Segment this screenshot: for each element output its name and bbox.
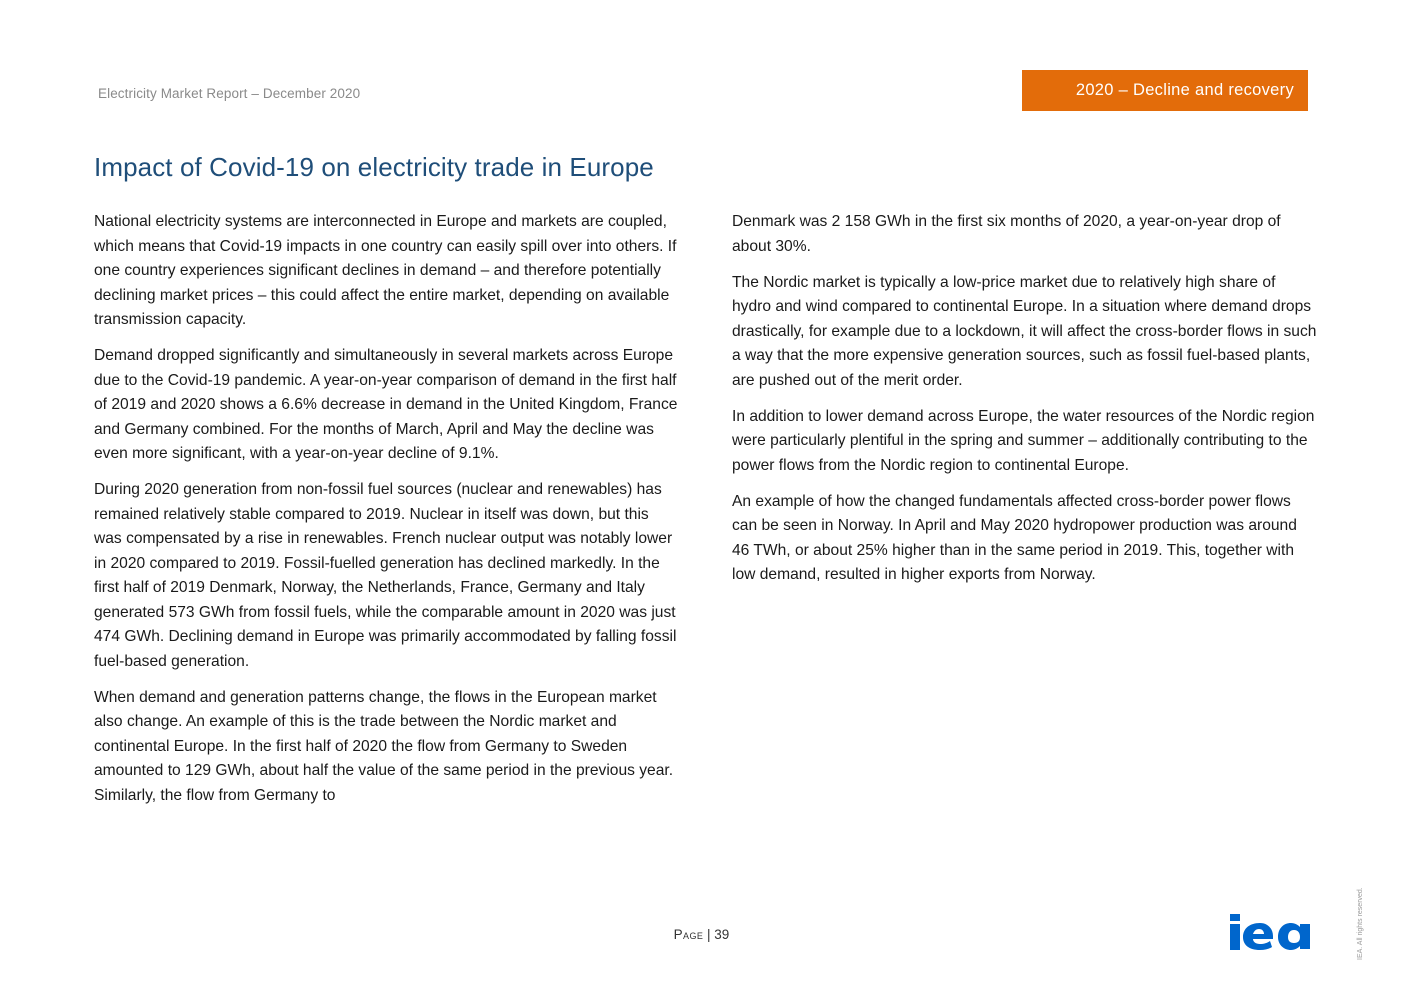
paragraph: When demand and generation patterns change, the flows in the European market also change. An example of this is the trade between the Nordic market and continental Europe. In the first half of 2020 the flow from Germany to Sweden amounted to 129 GWh, about half the value of the same period in the previous year. Similarly, the flow from Germany to (94, 688, 674, 804)
left-column (94, 210, 679, 820)
paragraph: In addition to lower demand across Europe, the water resources of the Nordic region were particularly plentiful in the spring and summer – additionally contributing to the power flows from the Nordic region to continental Europe. (732, 407, 1315, 474)
iea-logo-icon (1229, 914, 1311, 950)
paragraph: Denmark was 2 158 GWh in the first six months of 2020, a year-on-year drop of about 30%. (732, 213, 1281, 255)
paragraph: The Nordic market is typically a low-price market due to relatively high share of hydro and wind compared to continental Europe. In a situation where demand drops drastically, for example due to a lockdown, it will affect the cross-border flows in such a way that the more expensive generation sources, such as fossil fuel-based plants, are pushed out of the merit order. (732, 273, 1317, 389)
page-title: Impact of Covid-19 on electricity trade in Europe (94, 152, 654, 182)
page-separator: | (703, 927, 715, 942)
paragraph: During 2020 generation from non-fossil fuel sources (nuclear and renewables) has remained relatively stable compared to 2019. Nuclear in itself was down, but this was compensated by a rise in renewables. French nuclear output was notably lower in 2020 compared to 2019. Fossil-fuelled generation has declined markedly. In the first half of 2019 Denmark, Norway, the Netherlands, France, Germany and Italy generated 573 GWh from fossil fuels, while the comparable amount in 2020 was just 474 GWh. Declining demand in Europe was primarily accommodated by falling fossil fuel-based generation. (94, 481, 677, 670)
paragraph: An example of how the changed fundamentals affected cross-border power flows can be seen in Norway. In April and May 2020 hydropower production was around 46 TWh, or about 25% higher than in the same period in 2019. This, together with low demand, resulted in higher exports from Norway. (732, 492, 1297, 583)
rights-text: IEA. All rights reserved. (1357, 887, 1364, 960)
page-number-value: 39 (714, 927, 730, 942)
report-title: Electricity Market Report – December 2020 (98, 86, 361, 101)
page-label: Page (673, 927, 704, 942)
paragraph: Demand dropped significantly and simultaneously in several markets across Europe due to the Covid-19 pandemic. A year-on-year comparison of demand in the first half of 2019 and 2020 shows a 6.6% decrease in demand in the United Kingdom, France and Germany combined. For the months of March, April and May the decline was even more significant, with a year-on-year decline of 9.1%. (94, 347, 678, 462)
paragraph: National electricity systems are interconnected in Europe and markets are coupled, which means that Covid-19 impacts in one country can easily spill over into others. If one country experiences significant declines in demand – and therefore potentially declining market prices – this could affect the entire market, depending on available transmission capacity. (94, 213, 677, 328)
right-column (732, 210, 1317, 599)
page-number (0, 927, 1403, 942)
rights-notice (1357, 870, 1367, 960)
section-tag: 2020 – Decline and recovery (1022, 70, 1308, 111)
iea-logo-mark (1230, 914, 1310, 950)
